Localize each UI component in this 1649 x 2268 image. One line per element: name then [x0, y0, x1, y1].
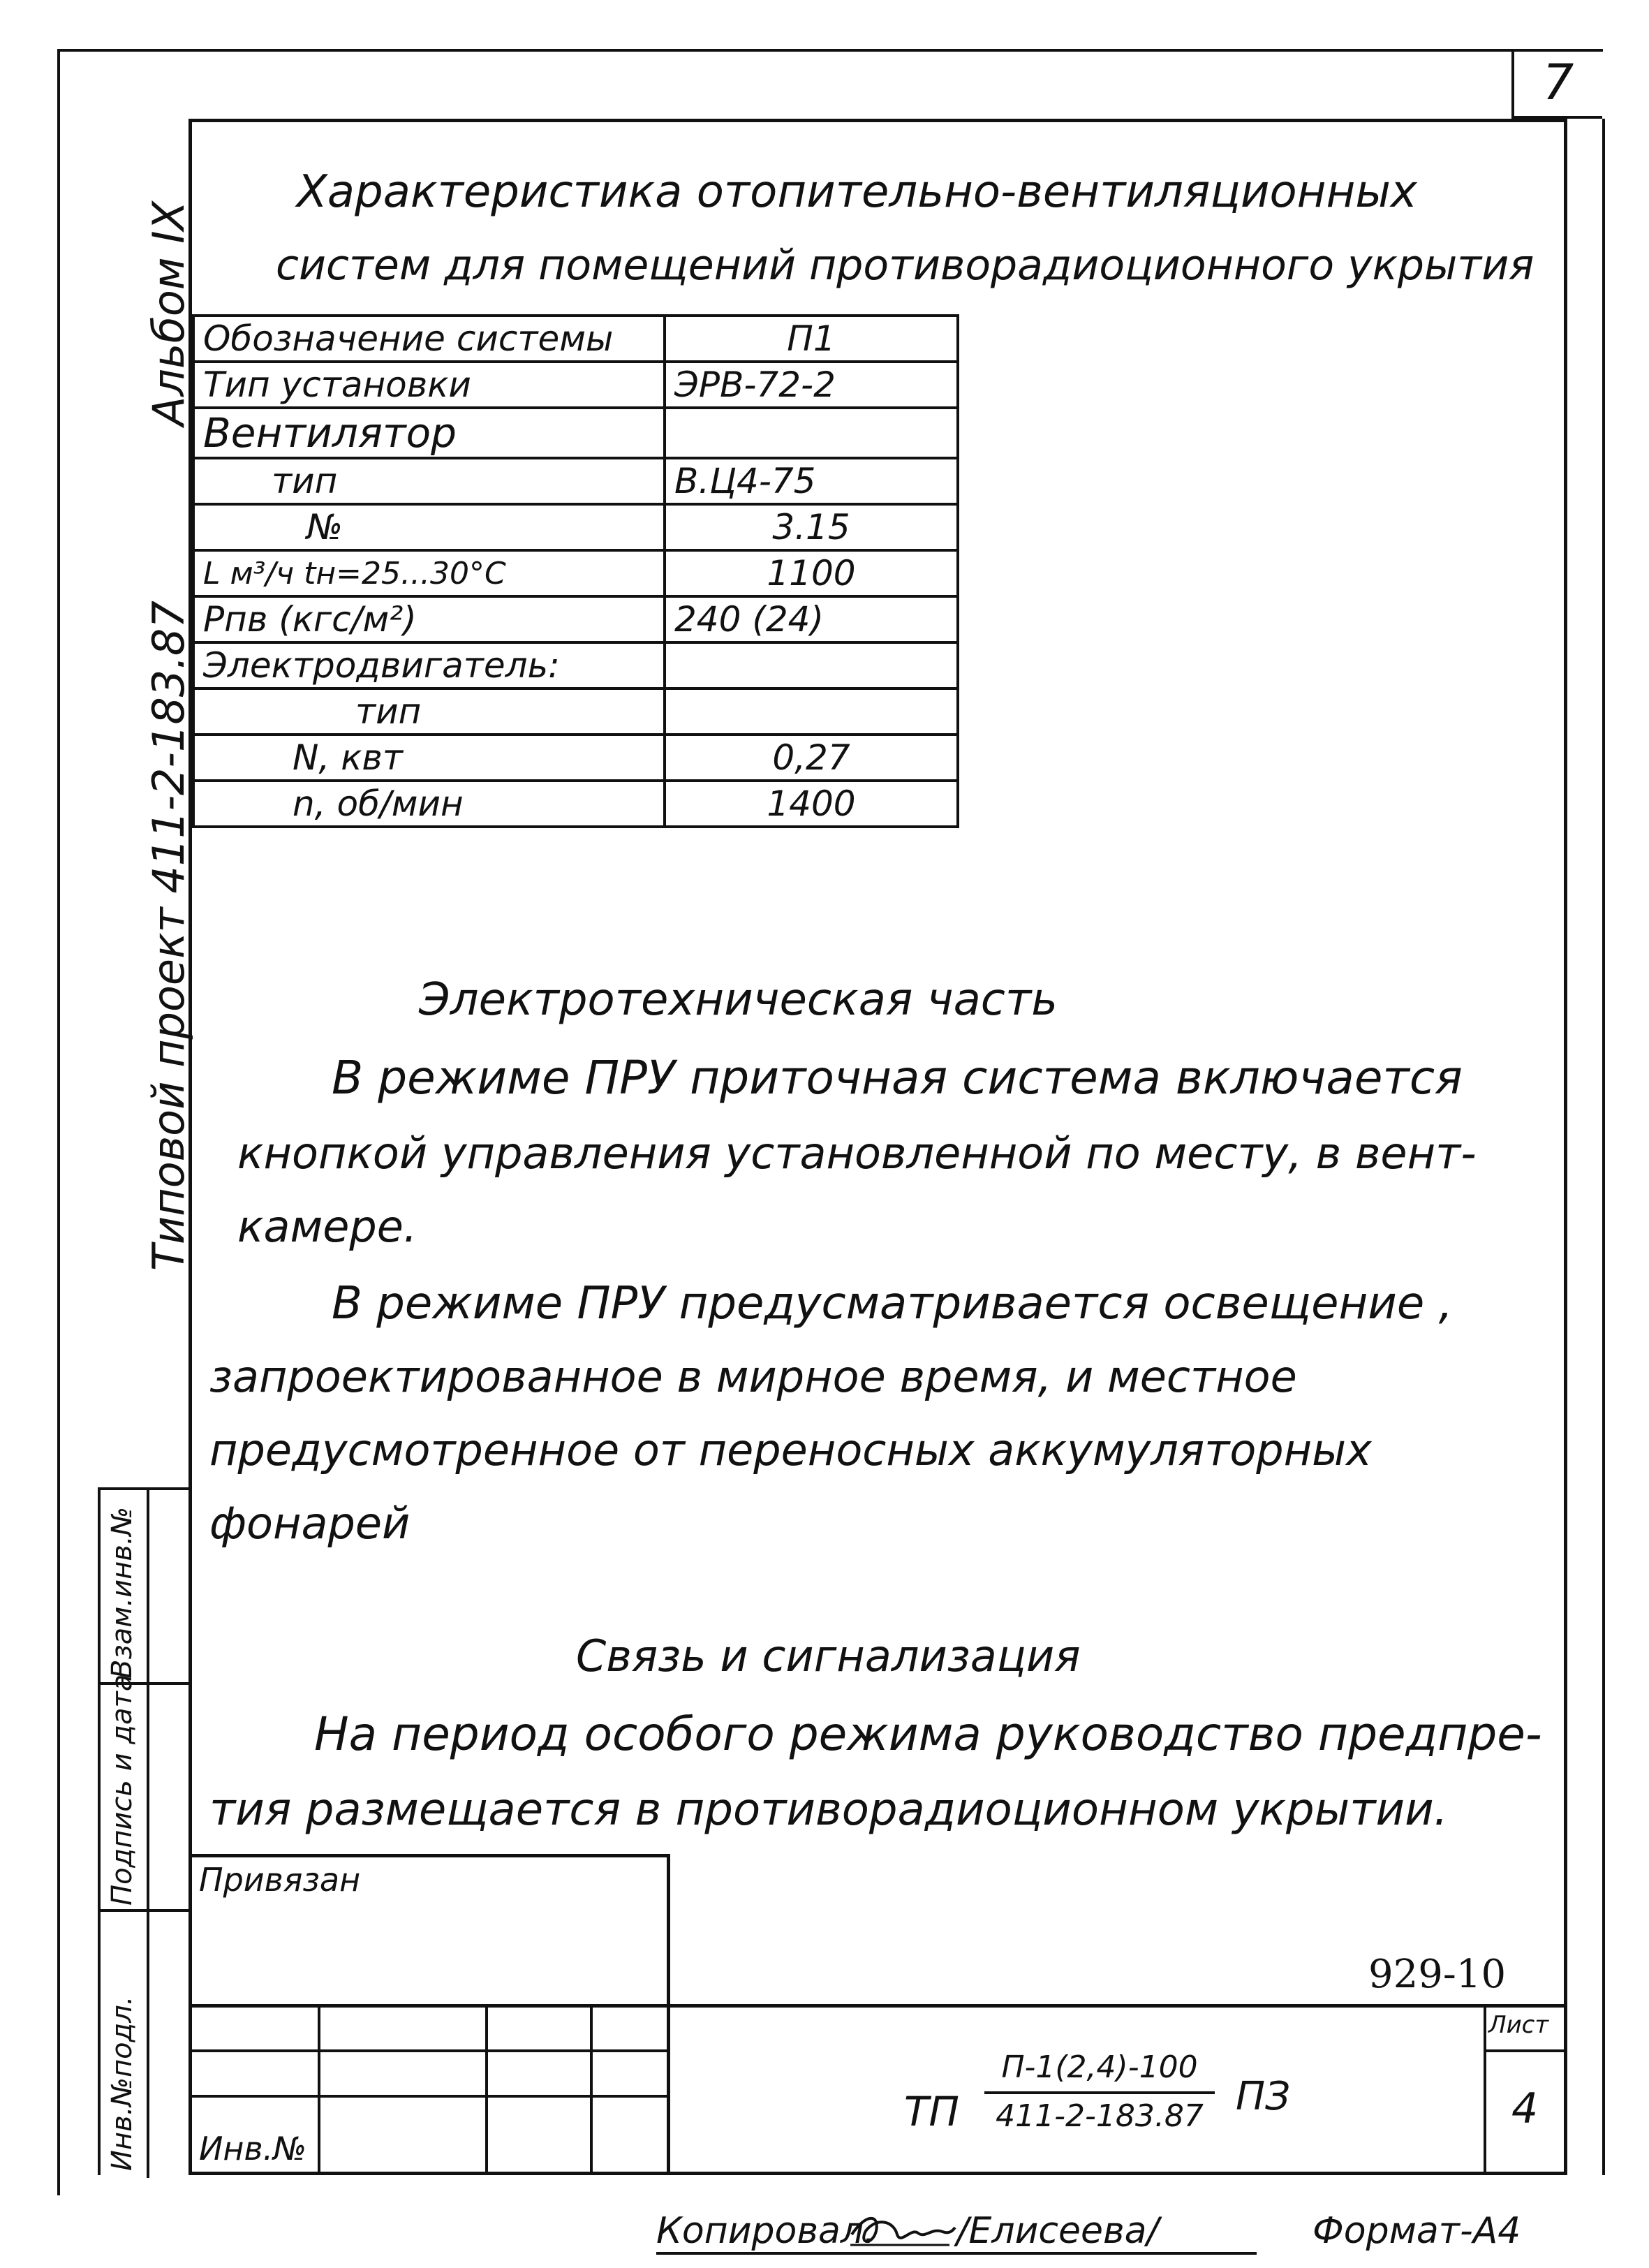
row-value: 3.15: [665, 504, 958, 550]
title-block-line: [192, 1854, 670, 1857]
row-value: [665, 688, 958, 735]
approval-stamp: [98, 1487, 188, 2175]
table-row: [193, 362, 958, 408]
svyaz-heading: Связь и сигнализация: [576, 1630, 1081, 1681]
row-value: В.Ц4-75: [665, 458, 958, 504]
title-block-line: [318, 2004, 320, 2175]
copier-name: /Елисеева/: [956, 2210, 1160, 2252]
table-row: [193, 316, 958, 362]
footer-underline: [656, 2252, 1257, 2255]
album-label: Альбом IX: [143, 201, 194, 426]
title-block-line: [192, 2049, 670, 2052]
title-block-line: [192, 2095, 670, 2098]
row-label: тип: [193, 688, 665, 735]
row-value: 240 (24): [665, 596, 958, 642]
title-block-line: [590, 2004, 593, 2175]
electro-p2-line1: В режиме ПРУ предусматривается освещение ,: [332, 1278, 1453, 1330]
svyaz-line1: На период особого режима руководство предпре-: [314, 1707, 1542, 1761]
list-label: Лист: [1488, 2011, 1549, 2039]
table-row: [193, 596, 958, 642]
page-number: 7: [1542, 54, 1574, 111]
table-row: [193, 781, 958, 827]
signature: [845, 2207, 956, 2255]
stamp-signature-date: Подпись и дата: [106, 1674, 138, 1906]
doc-number-bottom: 411-2-183.87: [996, 2098, 1204, 2134]
electro-p2-line4: фонарей: [209, 1498, 411, 1549]
row-value: 1100: [665, 550, 958, 596]
inv-no-label: Инв.№: [199, 2130, 307, 2167]
title-block-line: [1484, 2049, 1567, 2052]
table-row: [193, 458, 958, 504]
row-value: П1: [665, 316, 958, 362]
row-value: ЭРВ-72-2: [665, 362, 958, 408]
privyazan-label: Привязан: [199, 1861, 361, 1899]
copied-label: Копировал.: [656, 2210, 875, 2252]
stamp-inv-podl: Инв.№подл.: [106, 1996, 138, 2171]
list-value: 4: [1511, 2084, 1539, 2133]
row-label: L м³/ч tн=25...30°С: [193, 550, 665, 596]
title-block-line: [192, 2004, 1567, 2008]
table-row: [193, 408, 958, 458]
row-value: 1400: [665, 781, 958, 827]
electro-p2-line2: запроектированное в мирное время, и местное: [209, 1351, 1297, 1402]
format-label: Формат-А4: [1312, 2210, 1521, 2252]
characteristics-table: [192, 314, 959, 828]
row-label: n, об/мин: [193, 781, 665, 827]
title-line-2: систем для помещений противорадиоционного укрытия: [276, 241, 1535, 290]
title-block-line: [485, 2004, 488, 2175]
stamp-vzam: Взам.инв.№: [106, 1506, 138, 1679]
row-label: Электродвигатель:: [193, 642, 665, 688]
table-row: [193, 504, 958, 550]
table-row: [193, 550, 958, 596]
row-label: №: [193, 504, 665, 550]
table-row: [193, 735, 958, 781]
row-value: [665, 642, 958, 688]
electro-p1-line3: камере.: [237, 1201, 417, 1252]
project-label: Типовой проект 411-2-183.87: [143, 601, 194, 1271]
doc-number-top: П-1(2,4)-100: [1001, 2049, 1198, 2085]
row-value: 0,27: [665, 735, 958, 781]
page-number-box: [1511, 49, 1602, 119]
svyaz-line2: тия размещается в противорадиоционном укрытии.: [209, 1784, 1448, 1836]
row-label: Рпв (кгс/м²): [193, 596, 665, 642]
row-label: Тип установки: [193, 362, 665, 408]
row-label: Обозначение системы: [193, 316, 665, 362]
table-row: [193, 642, 958, 688]
title-block-line: [1484, 2004, 1486, 2175]
electro-p1-line2: кнопкой управления установленной по месту, в вент-: [237, 1128, 1477, 1179]
title-line-1: Характеристика отопительно-вентиляционных: [297, 166, 1417, 218]
row-label: тип: [193, 458, 665, 504]
right-band: [1567, 119, 1605, 2175]
electro-heading: Электротехническая часть: [419, 974, 1058, 1026]
electro-p2-line3: предусмотренное от переносных аккумуляторных: [209, 1424, 1372, 1475]
tp-label: ТП: [904, 2088, 960, 2135]
row-value: [665, 408, 958, 458]
title-block-line: [667, 1854, 670, 2175]
table-row: [193, 688, 958, 735]
doc-code: 929-10: [1368, 1952, 1507, 1997]
fraction-line: [984, 2091, 1215, 2094]
electro-p1-line1: В режиме ПРУ приточная система включается: [332, 1051, 1463, 1105]
row-label: Вентилятор: [193, 408, 665, 458]
row-label: N, квт: [193, 735, 665, 781]
pz-label: ПЗ: [1236, 2074, 1291, 2119]
